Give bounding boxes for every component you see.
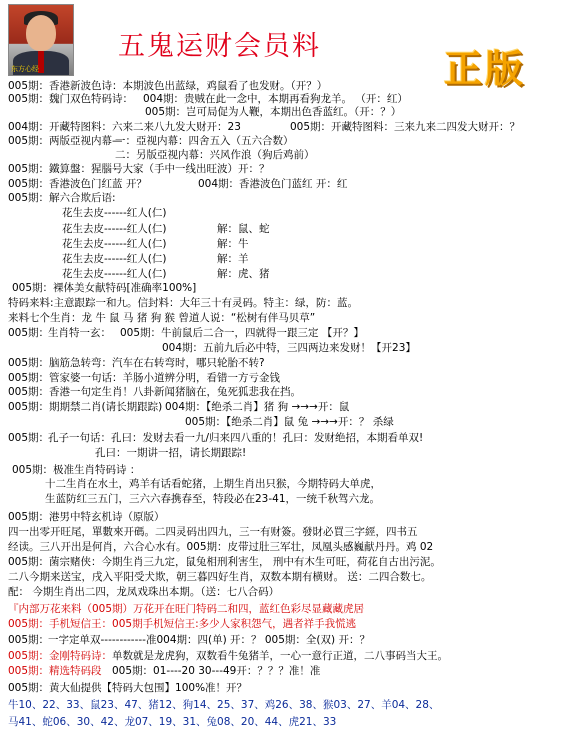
page-title: 五鬼运财会员料 (118, 31, 321, 62)
text-line: 005期：鐵算盤：猩腦号大家（手中一线出旺波）开：？ (8, 163, 270, 175)
text-line: 005期： (8, 634, 50, 646)
text-line: 孔子一句话：孔曰：发财去看一九/归来四八重的！孔曰：发财绝招，本期看单双! (48, 432, 424, 444)
portrait-face (26, 15, 56, 51)
text-line: 005期：期期禁二肖(请长期跟踪) (8, 401, 163, 413)
text-line: 解：鼠、蛇 (217, 223, 270, 235)
text-line: 花生去皮------红人(仁) (62, 207, 167, 219)
text-line: 005期： (8, 327, 50, 339)
text-line: 花生去皮------红人(仁) (62, 238, 167, 250)
text-line: 005期：港男中特玄机诗（原版） (8, 511, 165, 523)
text-line: 005期：菌宗赌侠：今期生肖三九定，鼠兔相刑利害生， 刑中有木生可旺，荷花自古出污泥。 (8, 556, 441, 568)
text-line: 005期：极准生肖特码诗 ： (12, 464, 141, 476)
text-line: 『内部万花来料（005期）万花开在旺门特码二和四，蓝红色彩尽显藏藏虎居 (8, 603, 365, 615)
text-line: 005期：脑筋急转弯：汽车在右转弯时，哪只轮胎不转? (8, 357, 265, 369)
text-line: 005期：01----20 30---49开：？？？准！准 (112, 665, 321, 677)
authentic-stamp: 正版 (444, 47, 527, 91)
text-line: 解：羊 (217, 253, 249, 265)
text-line: 004期：贵贼在此一念中，本期再看狗龙羊。 （开：红） (143, 93, 408, 105)
text-line: 004期：开藏特图料：六来二来八九发大财开：23 (8, 121, 241, 133)
text-line: 单数就是龙虎狗，双数看牛兔猪羊，一心一意行正道，二八事码当大王。 (112, 650, 448, 662)
text-line: 005期： (8, 432, 50, 444)
text-line: 004期：【绝杀二肖】猪 狗 →→→开：鼠 (165, 401, 350, 413)
text-line: 005期：开藏特图料：三来九来二四发大财开：？ (290, 121, 521, 133)
text-line: 005期：黄大仙提供【特码大包围】100%准！开？ (8, 682, 248, 694)
text-line: 005期：魏门双色特码诗： (8, 93, 134, 105)
text-line: 花生去皮------红人(仁) (62, 253, 167, 265)
text-line: 005期：牛前鼠后二合一，四就得一跟三定 【开？】 (120, 327, 364, 339)
text-line: 解：牛 (217, 238, 249, 250)
text-line: 005期：管家婆一句话：羊肠小道辨分明，看错一方亏金钱 (8, 372, 281, 384)
text-line: 005期：解六合欺后语: (8, 192, 116, 204)
text-line: 四一出零开旺尾，單數來开碼。二四灵码出四九，三一有财簽。發財必買三字經，四书五 (8, 526, 418, 538)
text-line: 马41、蛇06、30、42、龙07、19、31、兔08、20、44、虎21、33 (8, 716, 337, 728)
text-line: 二八今期来送宝，戌入平阳受犬欺，朝三暮四好生肖，双数本期有横财。 送：二四合数七。 (8, 571, 432, 583)
text-line: 一：亞视内幕：四舍五入（五六合数） (115, 135, 294, 147)
text-line: 004期：五前九后必中特，三四两边来发财！【开23】 (162, 342, 416, 354)
text-line: 经读。三八开出是何肖，六合心水有。005期：皮带过肚三军壮，凤凰头感巍献丹丹。鸡 02 (8, 541, 434, 553)
text-line: 005期：手机短信王：005期手机短信王:多少人家积怨气，遇者祥手我慌逃 (8, 618, 357, 630)
text-line: 牛10、22、33、鼠23、47、猪12、狗14、25、37、鸡26、38、猴03、27、羊04、28、 (8, 699, 440, 711)
portrait-caption: 东方心经 (11, 65, 39, 73)
text-line: 一字定单双------------准004期：四(单) 开：？ 005期：全(双) 开：？ (48, 634, 370, 646)
text-line: 解：虎、猪 (217, 268, 270, 280)
text-line: 来料七个生肖：龙 牛 鼠 马 猪 狗 猴 曾道人说：“松树有伴马贝草” (8, 312, 316, 324)
text-line: 004期：香港波色门蓝红 开：红 (198, 178, 348, 190)
text-line: 十二生肖在水土，鸡羊有话看蛇猪，上期生肖出只猴，今期特码大单虎， (45, 478, 381, 490)
text-line: 二：另版亞视内幕：兴风作浪（狗后鸡前） (115, 149, 315, 161)
text-line: 005期：香港新波色诗：本期波色出蓝绿，鸡鼠看了也发财。（开？） (8, 80, 328, 92)
text-line: 花生去皮------红人(仁) (62, 223, 167, 235)
text-line: 配： 今期生肖出二四，龙凤戏珠出本期。（送：七八合码） (8, 586, 280, 598)
text-line: 特码来料:主意跟踪一和九。信封料：大年三十有灵码。特主：绿，防：蓝。 (8, 297, 359, 309)
text-line: 005期：精选特码段 (8, 665, 102, 677)
text-line: 花生去皮------红人(仁) (62, 268, 167, 280)
text-line: 005期：香港波色门红蓝 开？ (8, 178, 147, 190)
text-line: 生肖特一玄： (48, 327, 111, 339)
text-line: 005期：香港一句定生肖！八卦新闻猪脑在，兔死狐悲我在挡。 (8, 386, 302, 398)
text-line: 005期：岂可局促为人鞭，本期出色香蓝红。（开：？） (145, 106, 402, 118)
text-line: 孔曰：一期讲一招，请长期跟踪! (95, 447, 247, 459)
portrait-photo (8, 4, 74, 76)
text-line: 005期：金刚特码诗： (8, 650, 113, 662)
text-line: 005期：【绝杀二肖】鼠 兔 →→→开：？ 杀绿 (185, 416, 394, 428)
text-line: 005期：裸体美女献特码[准确率100%] (12, 282, 197, 294)
text-line: 005期：两版亞视内幕— (8, 135, 123, 147)
text-line: 生蓝防红三五门，三六六春携春至，特段必在23-41，一统千秋驾六龙。 (45, 493, 381, 505)
